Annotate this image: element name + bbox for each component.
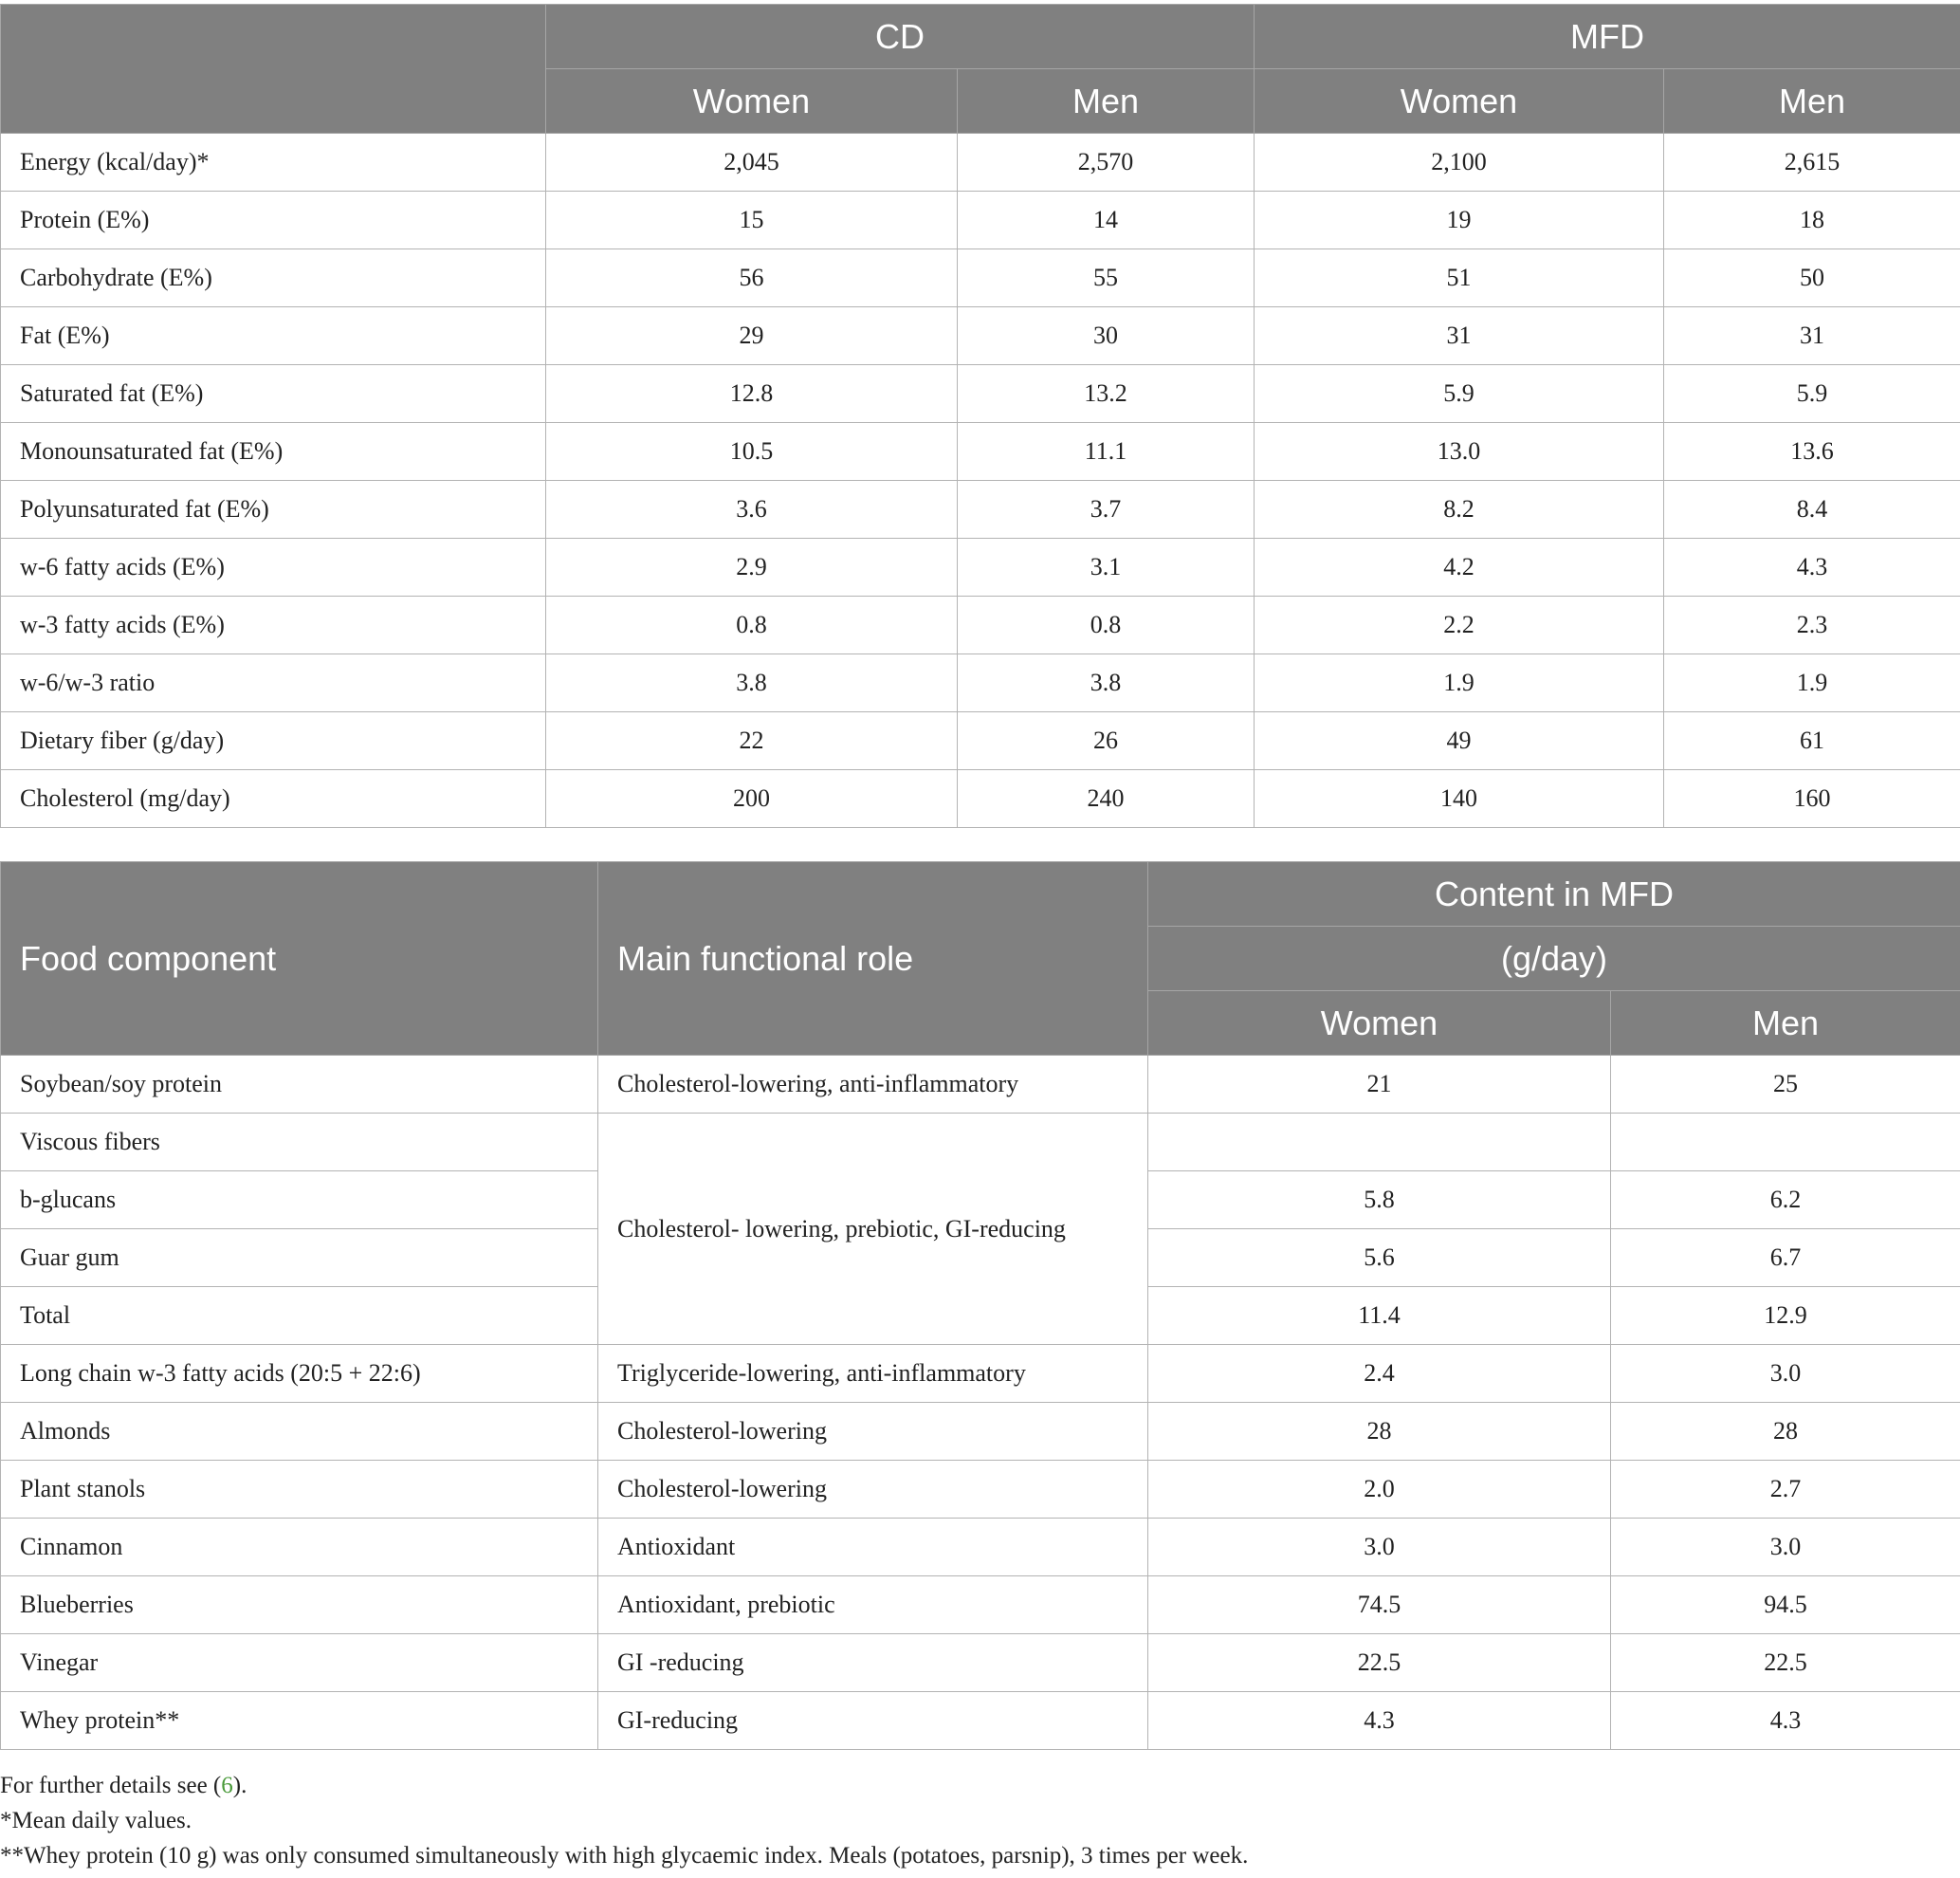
men-content-cell: 94.5 (1611, 1576, 1960, 1634)
men-content-cell (1611, 1114, 1960, 1171)
value-cell: 3.6 (546, 481, 958, 539)
row-label: Monounsaturated fat (E%) (1, 423, 546, 481)
row-label: Polyunsaturated fat (E%) (1, 481, 546, 539)
value-cell: 22 (546, 712, 958, 770)
table-row (1, 770, 1960, 828)
component-cell: b-glucans (1, 1171, 598, 1229)
men-content-cell: 25 (1611, 1056, 1960, 1114)
row-label: Dietary fiber (g/day) (1, 712, 546, 770)
food-component-header: Food component (1, 862, 598, 1056)
table-row (1, 307, 1960, 365)
table-row (1, 1634, 1960, 1692)
table-row (1, 249, 1960, 307)
row-label: Protein (E%) (1, 192, 546, 249)
men-content-cell: 3.0 (1611, 1519, 1960, 1576)
women-content-cell: 11.4 (1148, 1287, 1611, 1345)
value-cell: 5.9 (1255, 365, 1664, 423)
component-cell: Soybean/soy protein (1, 1056, 598, 1114)
role-cell: GI-reducing (598, 1692, 1148, 1750)
value-cell: 31 (1255, 307, 1664, 365)
role-cell: Cholesterol-lowering, anti-inflammatory (598, 1056, 1148, 1114)
value-cell: 11.1 (958, 423, 1255, 481)
value-cell: 3.7 (958, 481, 1255, 539)
value-cell: 3.8 (546, 654, 958, 712)
value-cell: 2,045 (546, 134, 958, 192)
value-cell: 4.2 (1255, 539, 1664, 597)
value-cell: 13.6 (1664, 423, 1960, 481)
value-cell: 3.1 (958, 539, 1255, 597)
value-cell: 15 (546, 192, 958, 249)
component-cell: Whey protein** (1, 1692, 598, 1750)
value-cell: 4.3 (1664, 539, 1960, 597)
men-content-cell: 2.7 (1611, 1461, 1960, 1519)
component-cell: Blueberries (1, 1576, 598, 1634)
value-cell: 8.2 (1255, 481, 1664, 539)
value-cell: 31 (1664, 307, 1960, 365)
value-cell: 13.2 (958, 365, 1255, 423)
table-row (1, 1403, 1960, 1461)
women-content-cell: 4.3 (1148, 1692, 1611, 1750)
value-cell: 3.8 (958, 654, 1255, 712)
role-cell: GI -reducing (598, 1634, 1148, 1692)
table-row (1, 597, 1960, 654)
footnote-mean-values: *Mean daily values. (0, 1808, 192, 1833)
value-cell: 140 (1255, 770, 1664, 828)
role-cell: Antioxidant (598, 1519, 1148, 1576)
component-cell: Viscous fibers (1, 1114, 598, 1171)
row-label: Cholesterol (mg/day) (1, 770, 546, 828)
value-cell: 50 (1664, 249, 1960, 307)
mfd-men-header: Men (1664, 69, 1960, 134)
food-component-table (0, 861, 1960, 1750)
women-content-cell: 28 (1148, 1403, 1611, 1461)
table-row (1, 481, 1960, 539)
value-cell: 2,100 (1255, 134, 1664, 192)
macronutrient-table (0, 4, 1960, 828)
table-row (1, 365, 1960, 423)
value-cell: 0.8 (546, 597, 958, 654)
value-cell: 5.9 (1664, 365, 1960, 423)
table-row (1, 423, 1960, 481)
value-cell: 29 (546, 307, 958, 365)
value-cell: 1.9 (1664, 654, 1960, 712)
component-cell: Vinegar (1, 1634, 598, 1692)
table-row (1, 1114, 1960, 1171)
women-content-cell: 3.0 (1148, 1519, 1611, 1576)
men-content-cell: 22.5 (1611, 1634, 1960, 1692)
table-row (1, 712, 1960, 770)
table-row (1, 134, 1960, 192)
component-cell: Total (1, 1287, 598, 1345)
value-cell: 0.8 (958, 597, 1255, 654)
mfd-group-header: MFD (1255, 5, 1960, 69)
value-cell: 2,570 (958, 134, 1255, 192)
value-cell: 26 (958, 712, 1255, 770)
component-cell: Cinnamon (1, 1519, 598, 1576)
value-cell: 30 (958, 307, 1255, 365)
table-row (1, 1519, 1960, 1576)
reference-link[interactable]: 6 (221, 1773, 233, 1798)
fiber-role-cell: Cholesterol- lowering, prebiotic, GI-reducing (598, 1114, 1148, 1345)
women-content-cell (1148, 1114, 1611, 1171)
component-cell: Plant stanols (1, 1461, 598, 1519)
table-row (1, 1692, 1960, 1750)
women-content-cell: 5.8 (1148, 1171, 1611, 1229)
value-cell: 12.8 (546, 365, 958, 423)
value-cell: 2.9 (546, 539, 958, 597)
component-cell: Long chain w-3 fatty acids (20:5 + 22:6) (1, 1345, 598, 1403)
row-label: Saturated fat (E%) (1, 365, 546, 423)
content-unit-header: (g/day) (1148, 927, 1960, 991)
value-cell: 2.3 (1664, 597, 1960, 654)
role-cell: Cholesterol-lowering (598, 1461, 1148, 1519)
women-content-cell: 5.6 (1148, 1229, 1611, 1287)
value-cell: 14 (958, 192, 1255, 249)
role-cell: Antioxidant, prebiotic (598, 1576, 1148, 1634)
value-cell: 13.0 (1255, 423, 1664, 481)
men-content-cell: 28 (1611, 1403, 1960, 1461)
value-cell: 19 (1255, 192, 1664, 249)
footnotes (0, 1768, 1248, 1873)
component-cell: Almonds (1, 1403, 598, 1461)
content-men-header: Men (1611, 991, 1960, 1056)
table-row (1, 1461, 1960, 1519)
row-label: Fat (E%) (1, 307, 546, 365)
value-cell: 1.9 (1255, 654, 1664, 712)
value-cell: 51 (1255, 249, 1664, 307)
men-content-cell: 6.2 (1611, 1171, 1960, 1229)
row-label: Energy (kcal/day)* (1, 134, 546, 192)
row-label: w-6 fatty acids (E%) (1, 539, 546, 597)
women-content-cell: 2.4 (1148, 1345, 1611, 1403)
footnote-reference: For further details see (6). (0, 1773, 247, 1798)
men-content-cell: 12.9 (1611, 1287, 1960, 1345)
row-label: Carbohydrate (E%) (1, 249, 546, 307)
value-cell: 56 (546, 249, 958, 307)
women-content-cell: 22.5 (1148, 1634, 1611, 1692)
role-cell: Cholesterol-lowering (598, 1403, 1148, 1461)
table-row (1, 1576, 1960, 1634)
row-label: w-6/w-3 ratio (1, 654, 546, 712)
content-group-header: Content in MFD (1148, 862, 1960, 927)
table-row (1, 192, 1960, 249)
value-cell: 240 (958, 770, 1255, 828)
women-content-cell: 2.0 (1148, 1461, 1611, 1519)
women-content-cell: 21 (1148, 1056, 1611, 1114)
mfd-women-header: Women (1255, 69, 1664, 134)
value-cell: 49 (1255, 712, 1664, 770)
cd-men-header: Men (958, 69, 1255, 134)
value-cell: 10.5 (546, 423, 958, 481)
men-content-cell: 6.7 (1611, 1229, 1960, 1287)
value-cell: 55 (958, 249, 1255, 307)
women-content-cell: 74.5 (1148, 1576, 1611, 1634)
value-cell: 160 (1664, 770, 1960, 828)
men-content-cell: 4.3 (1611, 1692, 1960, 1750)
table1-corner-header (1, 5, 546, 134)
value-cell: 8.4 (1664, 481, 1960, 539)
value-cell: 2,615 (1664, 134, 1960, 192)
table-row (1, 539, 1960, 597)
component-cell: Guar gum (1, 1229, 598, 1287)
table-row (1, 1056, 1960, 1114)
value-cell: 200 (546, 770, 958, 828)
footnote-whey-protein: **Whey protein (10 g) was only consumed simultaneously with high glycaemic index. Meals (potatoes, parsnip), 3 times per week. (0, 1843, 1249, 1869)
role-cell: Triglyceride-lowering, anti-inflammatory (598, 1345, 1148, 1403)
cd-group-header: CD (546, 5, 1255, 69)
value-cell: 18 (1664, 192, 1960, 249)
value-cell: 2.2 (1255, 597, 1664, 654)
content-women-header: Women (1148, 991, 1611, 1056)
value-cell: 61 (1664, 712, 1960, 770)
row-label: w-3 fatty acids (E%) (1, 597, 546, 654)
table-row (1, 1345, 1960, 1403)
cd-women-header: Women (546, 69, 958, 134)
table-row (1, 654, 1960, 712)
men-content-cell: 3.0 (1611, 1345, 1960, 1403)
functional-role-header: Main functional role (598, 862, 1148, 1056)
